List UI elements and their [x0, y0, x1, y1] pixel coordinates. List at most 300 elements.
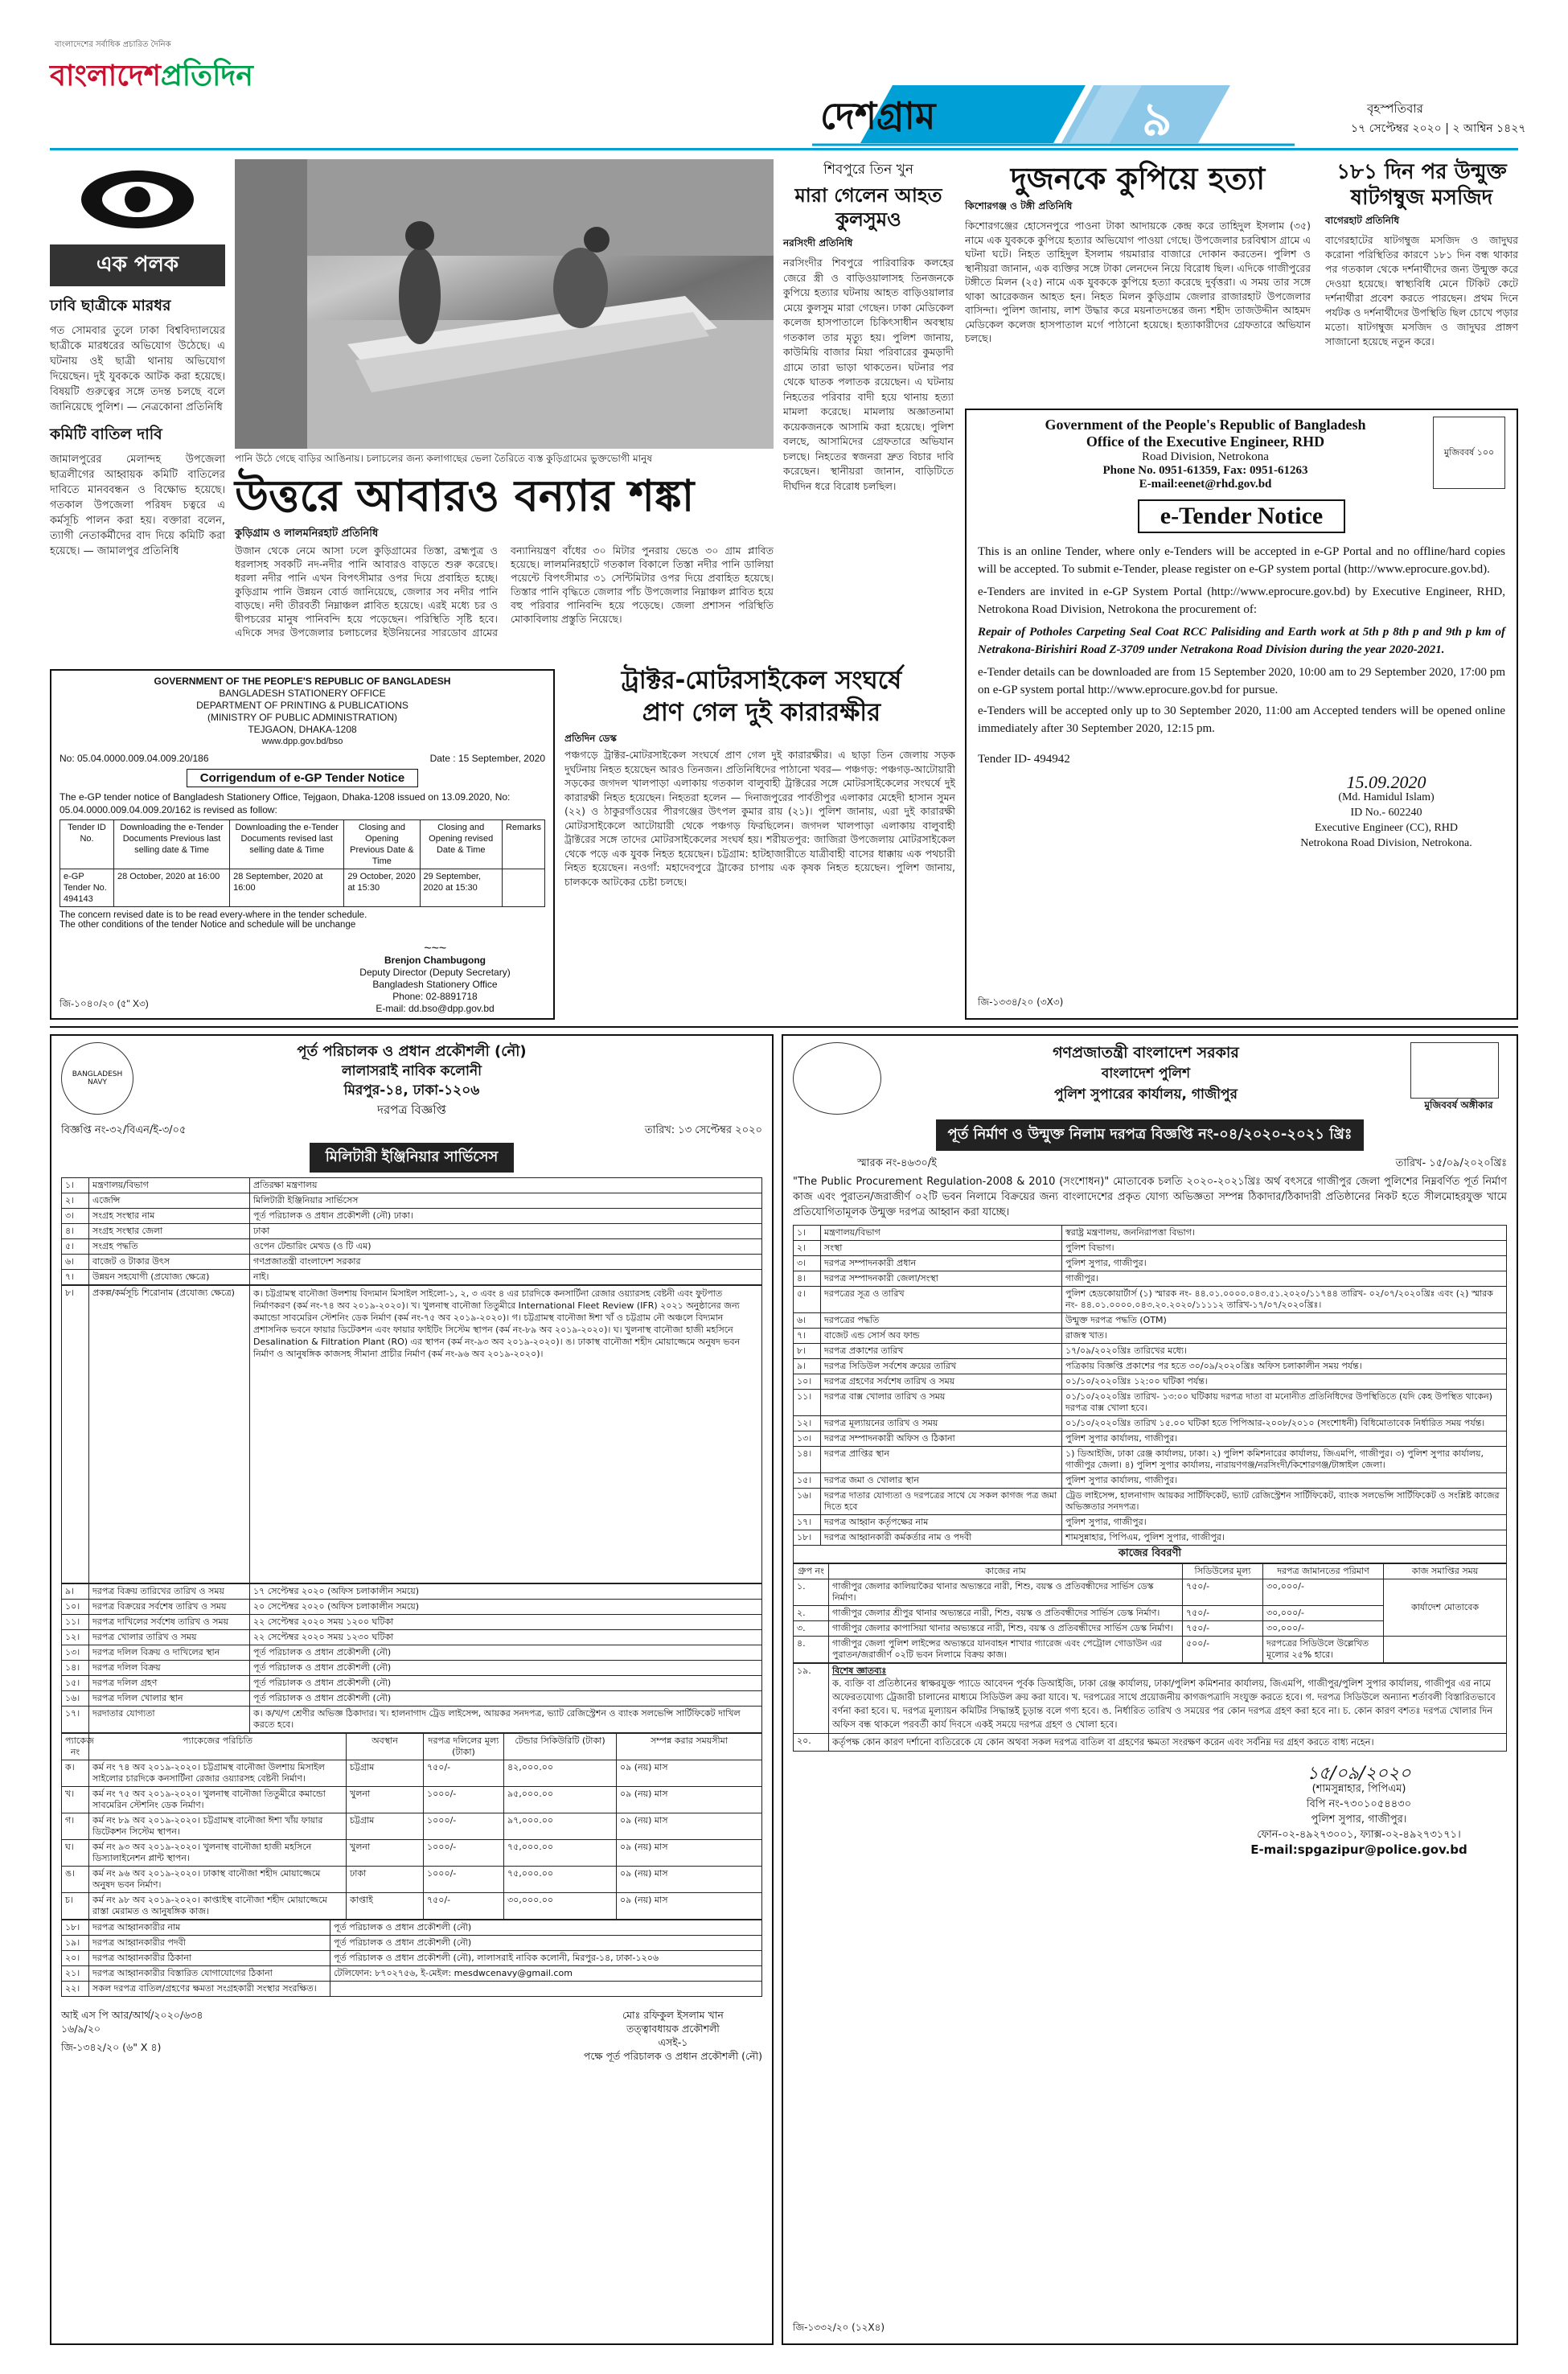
police-info-row — [794, 1344, 1507, 1359]
police-info-cell: ৫। — [794, 1287, 821, 1313]
navy-info-row — [62, 1239, 762, 1255]
navy-dates-row — [62, 1645, 762, 1661]
mosque-body: বাগেরহাটের ষাটগম্বুজ মসজিদ ও জাদুঘর করোনা পরিস্থিতির কারণে ১৮১ দিন বন্ধ থাকার পর গতকাল থেকে দর্শনার্থীদের জন্য উন্মুক্ত করে দেওয়া হয়েছে। স্বাস্থ্যবিধি মেনে টিকিট কেটে দর্শনার্থীরা প্রবেশ করতে পারছেন। প্রথম দিনে পর্যটক ও দর্শনার্থীদের উপস্থিতি ছিল চোখে পড়ার মতো। ষাটগম্বুজ মসজিদ ও জাদুঘর প্রাঙ্গণ সাজানো হয়েছে নতুন করে। — [1325, 234, 1518, 347]
police-info-cell: ১০। — [794, 1374, 821, 1390]
navy-contact-cell: ২২। — [62, 1982, 89, 1997]
police-info-cell: ৩। — [794, 1256, 821, 1271]
glance-item-2-title[interactable]: কমিটি বাতিল দাবি — [50, 425, 162, 443]
police-info-row — [794, 1447, 1507, 1473]
police-info-cell: ১৩। — [794, 1431, 821, 1447]
police-works-cell: ৩০,০০০/- — [1263, 1606, 1384, 1621]
navy-info-cell: মিলিটারী ইঞ্জিনিয়ার সার্ভিসেস — [250, 1193, 762, 1209]
navy-info-cell: সংগ্রহ পদ্ধতি — [89, 1239, 250, 1255]
flood-scene-icon — [235, 159, 774, 449]
police-conditions-title: বিশেষ জ্ঞাতব্যঃ — [832, 1665, 887, 1676]
police-info-cell: শামসুন্নাহার, পিপিএম, পুলিশ সুপার, গাজীপুর। — [1062, 1530, 1507, 1546]
police-row-19-num: ১৯. — [794, 1664, 829, 1734]
etender-email: E-mail:eenet@rhd.gov.bd — [1139, 478, 1272, 491]
police-info-cell: ১৫। — [794, 1473, 821, 1489]
police-info-row — [794, 1359, 1507, 1374]
navy-works-cell: ঢাকা — [347, 1867, 424, 1893]
police-info-cell: ৮। — [794, 1344, 821, 1359]
police-info-row — [794, 1329, 1507, 1344]
navy-info-cell: সংগ্রহ সংস্থার নাম — [89, 1209, 250, 1224]
police-info-cell: ০১/১০/২০২০খ্রিঃ তারিখ ১৫.০০ ঘটিকা হতে পিপিআর-২০০৮/২০১০ (সংশোধনী) বিধিমোতাবেক নির্ধারিত সময় পর্যন্ত। — [1062, 1416, 1507, 1431]
navy-info-cell: ওপেন টেন্ডারিং মেথড (ও টি এম) — [250, 1239, 762, 1255]
stationery-title[interactable]: Corrigendum of e-GP Tender Notice — [187, 769, 418, 787]
police-works-cell: ৩. — [794, 1621, 829, 1637]
police-info-cell: ৯। — [794, 1359, 821, 1374]
navy-dates-cell: ২২ সেপ্টেম্বর ২০২০ সময় ১২০০ ঘটিকা — [250, 1615, 762, 1630]
police-info-row — [794, 1374, 1507, 1390]
navy-h3: মিরপুর-১৪, ঢাকা-১২০৬ — [343, 1082, 480, 1099]
police-works-header: কাজের নাম — [829, 1564, 1183, 1579]
navy-info-row — [62, 1178, 762, 1193]
navy-isps: আই এস পি আর/আর্থ/২০২০/৬৩৪ — [61, 2009, 203, 2021]
police-info-cell: ১১। — [794, 1390, 821, 1416]
masthead — [0, 0, 1568, 153]
navy-sign-name: মোঃ রফিকুল ইসলাম খান — [622, 2009, 724, 2021]
tractor-headline-2[interactable]: প্রাণ গেল দুই কারারক্ষীর — [642, 698, 881, 727]
mujib-logo — [1433, 417, 1505, 489]
navy-works-header: টেন্ডার সিকিউরিটি (টাকা) — [504, 1734, 617, 1760]
navy-info-cell: ৬। — [62, 1255, 89, 1270]
navy-works-header-row — [62, 1734, 762, 1760]
navy-dates-cell: ১২। — [62, 1630, 89, 1645]
navy-works-cell: গ। — [62, 1813, 89, 1840]
navy-row-8-num: ৮। — [62, 1286, 89, 1583]
police-works-cell: ৫০০/- — [1183, 1637, 1263, 1663]
flood-photo[interactable] — [235, 159, 774, 449]
navy-works-cell: ০৯ (নয়) মাস — [617, 1867, 762, 1893]
police-works-header: দরপত্র জামানতের পরিমাণ — [1263, 1564, 1384, 1579]
police-sign-title: পুলিশ সুপার, গাজীপুর। — [1311, 1813, 1407, 1826]
police-info-cell: দরপত্র আহ্বান কর্তৃপক্ষের নাম — [821, 1515, 1062, 1530]
navy-project-table — [61, 1285, 762, 1583]
navy-dates-cell: পূর্ত পরিচালক ও প্রধান প্রকৌশলী (নৌ) — [250, 1676, 762, 1691]
navy-works-header: অবস্থান — [347, 1734, 424, 1760]
stationery-row — [60, 869, 545, 907]
navy-ref: জি-১৩৪২/২০ (৬" X ৪) — [61, 2041, 162, 2053]
flood-byline: কুড়িগ্রাম ও লালমনিরহাট প্রতিনিধি — [235, 528, 379, 540]
section-name[interactable]: দেশগ্রাম — [820, 94, 936, 138]
police-info-cell: দরপত্র মূল্যায়নের তারিখ ও সময় — [821, 1416, 1062, 1431]
navy-works-cell: ৭৫০/- — [424, 1760, 504, 1787]
etender-ad — [965, 409, 1518, 1020]
police-works-cell: ৭৫০/- — [1183, 1579, 1263, 1606]
police-ref: জি-১৩৩২/২০ (১২X৪) — [793, 2322, 885, 2333]
police-works-cell: ২. — [794, 1606, 829, 1621]
navy-works-header: দরপত্র দলিলের মূল্য (টাকা) — [424, 1734, 504, 1760]
police-email[interactable]: E-mail:spgazipur@police.gov.bd — [1250, 1842, 1467, 1857]
navy-dates-cell: দরপত্র দাখিলের সর্বশেষ তারিখ ও সময় — [89, 1615, 250, 1630]
navy-title[interactable]: মিলিটারী ইঞ্জিনিয়ার সার্ভিসেস — [310, 1143, 515, 1173]
navy-info-row — [62, 1255, 762, 1270]
police-works-cell: গাজীপুর জেলার কাপাসিয়া থানার অভ্যন্তরে নারী, শিশু, বয়স্ক ও প্রতিবন্ধীদের সার্ভিস ডেস্ক নির্মাণ। — [829, 1621, 1183, 1637]
police-works-cell: গাজীপুর জেলার শ্রীপুর থানার অভ্যন্তরে নারী, শিশু, বয়স্ক ও প্রতিবন্ধীদের সার্ভিস ডেস্ক নির্মাণ। — [829, 1606, 1183, 1621]
etender-p3: Repair of Potholes Carpeting Seal Coat RCC Palisiding and Earth work at 5th p 8th p and 9th p km of Netrakona-Birishiri Road Z-3709 under Netrakona Road Division during the year 2020-2021. — [978, 626, 1505, 656]
navy-contact-row — [62, 1982, 762, 1997]
navy-dates-row — [62, 1630, 762, 1645]
navy-dates-cell: ২০ সেপ্টেম্বর ২০২০ (অফিস চলাকালীন সময়ে) — [250, 1600, 762, 1615]
navy-dates-cell: ১০। — [62, 1600, 89, 1615]
navy-works-row — [62, 1813, 762, 1840]
police-h3: পুলিশ সুপারের কার্যালয়, গাজীপুর — [1054, 1086, 1238, 1103]
stationery-office: BANGLADESH STATIONERY OFFICE — [219, 688, 386, 699]
police-info-cell: ০১/১০/২০২০খ্রিঃ ১২:০০ ঘটিকা পর্যন্ত। — [1062, 1374, 1507, 1390]
etender-signature: 15.09.2020 — [1346, 772, 1426, 792]
navy-contact-row — [62, 1966, 762, 1982]
police-info-table — [793, 1225, 1507, 1546]
police-info-cell: দরপত্র বাক্স খোলার তারিখ ও সময় — [821, 1390, 1062, 1416]
police-info-cell: দরপত্র গ্রহণের সর্বশেষ তারিখ ও সময় — [821, 1374, 1062, 1390]
police-info-cell: ১৭/০৯/২০২০খ্রিঃ তারিখের মধ্যে। — [1062, 1344, 1507, 1359]
navy-works-cell: ০৯ (নয়) মাস — [617, 1760, 762, 1787]
stationery-header: Downloading the e-Tender Documents revised last selling date & Time — [230, 820, 344, 869]
etender-sign-id: ID No.- 602240 — [1350, 807, 1422, 819]
navy-dates-cell: ১৪। — [62, 1661, 89, 1676]
stationery-header: Closing and Opening Previous Date & Time — [344, 820, 420, 869]
stationery-header: Tender ID No. — [60, 820, 114, 869]
navy-dates-cell: দরপত্র বিক্রয় তারিখের তারিখ ও সময় — [89, 1584, 250, 1600]
police-h1: গণপ্রজাতন্ত্রী বাংলাদেশ সরকার — [1053, 1044, 1239, 1062]
etender-sign-name: (Md. Hamidul Islam) — [1338, 791, 1435, 803]
navy-isps-date: ১৬/৯/২০ — [61, 2023, 101, 2035]
logo[interactable] — [50, 39, 291, 127]
police-info-cell: পুলিশ সুপার কার্যালয়, গাজীপুর। — [1062, 1473, 1507, 1489]
navy-info-cell: সংগ্রহ সংস্থার জেলা — [89, 1224, 250, 1239]
stationery-sign-title: Deputy Director (Deputy Secretary) — [359, 967, 511, 978]
stationery-phone: Phone: 02-8891718 — [392, 991, 478, 1002]
navy-dates-row — [62, 1707, 762, 1733]
navy-works-row — [62, 1760, 762, 1787]
navy-works-cell: চট্টগ্রাম — [347, 1760, 424, 1787]
navy-works-cell: কাপ্তাই — [347, 1893, 424, 1920]
navy-h2: লালাসরাই নাবিক কলোনী — [341, 1063, 482, 1079]
police-info-row — [794, 1313, 1507, 1329]
stationery-sign-org: Bangladesh Stationery Office — [372, 979, 498, 990]
navy-info-cell: মন্ত্রণালয়/বিভাগ — [89, 1178, 250, 1193]
navy-contact-cell: দরপত্র আহ্বানকারীর নাম — [89, 1920, 330, 1936]
police-info-row — [794, 1416, 1507, 1431]
navy-dates-cell: দরপত্র বিক্রয়ের সর্বশেষ তারিখ ও সময় — [89, 1600, 250, 1615]
navy-contact-row — [62, 1936, 762, 1951]
stationery-cell: 29 September, 2020 at 15:30 — [420, 869, 502, 907]
navy-works-cell: ৭৫,০০০.০০ — [504, 1840, 617, 1867]
etender-p1: This is an online Tender, where only e-Tenders will be accepted in e-GP Portal and no offline/hard copies will be accepted. To submit e-Tender, please register on e-GP system portal (http://www.eprocure.gov.bd). — [978, 545, 1505, 576]
navy-info-cell: পূর্ত পরিচালক ও প্রধান প্রকৌশলী (নৌ) ঢাকা। — [250, 1209, 762, 1224]
tractor-headline-1[interactable]: ট্রাক্টর-মোটরসাইকেল সংঘর্ষে — [621, 666, 902, 695]
etender-p5: e-Tenders will be accepted only up to 30 September 2020, 11:00 am Accepted tenders will be opened online immediately after 30 September 2020, 12:15 pm. — [978, 704, 1505, 735]
police-row-20-num: ২০. — [794, 1734, 829, 1752]
police-info-cell: ১৪। — [794, 1447, 821, 1473]
navy-contact-cell: সকল দরপত্র বাতিল/গ্রহণের ক্ষমতা সংগ্রহকারী সংস্থার সংরক্ষিত। — [89, 1982, 330, 1997]
police-conditions: ক. ব্যক্তি বা প্রতিষ্ঠানের স্বাক্ষরযুক্ত প্যাডে আবেদন পূর্বক ডিআইজি, ঢাকা রেঞ্জ কার্যালয়, ঢাকা/পুলিশ কমিশনার কার্যালয়, জিএমপি, গাজীপুর/পুলিশ সুপার কার্যালয়, গাজীপুর এর নামে অফেরতযোগ্য ট্রেজারী চালানের মাধ্যমে সিডিউল ক্রয় করা যাবে। খ. দরপত্রের সাথে প্রয়োজনীয় কাগজপত্রাদি সংযুক্ত করতে হবে। গ. দরপত্র সিডিউলে অন্যান্য শর্তাবলী বিস্তারিতভাবে বর্ণনা করা হবে। ঘ. দরপত্র মূল্যায়ন কমিটির সিদ্ধান্তই চূড়ান্ত বলে গণ্য হবে। ঙ. নির্ধারিত তারিখ ও সময়ের পর কোন দরপত্র গ্রহণ করা হবে না। চ. কোন কারণ বশতঃ দরপত্র খোলার দিন অফিস বন্ধ থাকলে পরবর্তী কার্য দিবসে একই সময়ে দরপত্র গ্রহণ ও খোলা হবে। — [832, 1678, 1496, 1730]
navy-works-cell: চ। — [62, 1893, 89, 1920]
police-info-cell: ৪। — [794, 1271, 821, 1287]
navy-row-8-label: প্রকল্প/কর্মসূচি শিরোনাম (প্রযোজ্য ক্ষেত্রে) — [89, 1286, 250, 1583]
navy-info-cell: ৫। — [62, 1239, 89, 1255]
police-info-row — [794, 1271, 1507, 1287]
police-works-cell: ৩০,০০০/- — [1263, 1621, 1384, 1637]
police-info-row — [794, 1256, 1507, 1271]
stationery-date: Date : 15 September, 2020 — [429, 753, 545, 764]
navy-contact-cell: দরপত্র আহ্বানকারীর ঠিকানা — [89, 1951, 330, 1966]
navy-dates-cell: দরপত্র দলিল বিক্রয় — [89, 1661, 250, 1676]
navy-works-cell: চট্টগ্রাম — [347, 1813, 424, 1840]
glance-eye-logo — [50, 159, 225, 240]
dujon-headline[interactable]: দুজনকে কুপিয়ে হত্যা — [1010, 161, 1266, 196]
police-info-cell: দরপত্র সিডিউল সর্বশেষ ক্রয়ের তারিখ — [821, 1359, 1062, 1374]
etender-sign-title: Executive Engineer (CC), RHD — [1314, 822, 1459, 834]
navy-info-cell: বাজেট ও টাকার উৎস — [89, 1255, 250, 1270]
dujon-story — [965, 159, 1311, 400]
shibpur-body: নরসিংদীর শিবপুরে পারিবারিক কলহের জেরে স্ত্রী ও বাড়িওয়ালাসহ তিনজনকে কুপিয়ে হত্যার ঘটনায় আহত বাড়িওয়ালার মেয়ে কুলসুম মারা গেছেন। ঢাকা মেডিকেল কলেজ হাসপাতালে চিকিৎসাধীন অবস্থায় গতকাল তার মৃত্যু হয়। পুলিশ জানায়, কাউমিয়ি বাজার মিয়া পরিবারের কুমড়াদী গ্রামে তারা ভাড়া থাকতেন। ঘটনার পর থেকে ঘাতক পলাতক রয়েছেন। এ ঘটনায় নিহতের পরিবার বাদী হয়ে থানায় হত্যা মামলা করেছে। মামলায় অজ্ঞাতনামা কয়েকজনকে আসামি করা হয়েছে। পুলিশ বলছে, আসামিদের গ্রেফতারে অভিযান চলছে। নিহতের স্বজনরা দ্রুত বিচার দাবি করেছেন। স্থানীয়রা জানান, বাড়িটিতে দীর্ঘদিন ধরে বিরোধ চলছিল। — [783, 257, 954, 492]
navy-info-cell: নাই। — [250, 1270, 762, 1285]
police-info-cell: উন্মুক্ত দরপত্র পদ্ধতি (OTM) — [1062, 1313, 1507, 1329]
navy-info-cell: প্রতিরক্ষা মন্ত্রণালয় — [250, 1178, 762, 1193]
navy-dates-cell: দরপত্র দলিল বিক্রয় ও দাখিলের স্থান — [89, 1645, 250, 1661]
police-info-cell: বাজেট এন্ড সোর্স অব ফান্ড — [821, 1329, 1062, 1344]
navy-works-cell: ১০০০/- — [424, 1787, 504, 1813]
navy-works-header: প্যাকেজ নং — [62, 1734, 89, 1760]
navy-works-cell: কর্ম নং ৭৪ অব ২০১৯-২০২০। চট্টগ্রামস্থ বানৌজা উলশায় মিসাইল সাইলোর চারদিকে কনসার্টিনা রেজার ওয়্যারসহ বেষ্টনী নির্মাণ। — [89, 1760, 347, 1787]
police-info-row — [794, 1489, 1507, 1515]
navy-works-cell: ০৯ (নয়) মাস — [617, 1787, 762, 1813]
navy-works-cell: ০৯ (নয়) মাস — [617, 1813, 762, 1840]
glance-item-1-title[interactable]: ঢাবি ছাত্রীকে মারধর — [50, 297, 171, 314]
shibpur-kicker: শিবপুরে তিন খুন — [823, 162, 913, 178]
stationery-header: Remarks — [502, 820, 544, 869]
police-memo: স্মারক নং-৪৬৩০/ই — [857, 1157, 937, 1169]
stationery-memo: No: 05.04.0000.009.04.009.20/186 — [60, 753, 209, 764]
navy-info-table — [61, 1177, 762, 1285]
police-info-cell: ১৮। — [794, 1530, 821, 1546]
navy-notice-no: বিজ্ঞপ্তি নং-৩২/বিএন/ই-৩/০৫ — [61, 1124, 187, 1136]
police-info-cell: ২। — [794, 1241, 821, 1256]
navy-sign-no: এসই-১ — [658, 2036, 688, 2048]
police-info-cell: দরপত্র আহ্বানকারী কর্মকর্তার নাম ও পদবী — [821, 1530, 1062, 1546]
police-info-row — [794, 1226, 1507, 1241]
stationery-gov: GOVERNMENT OF THE PEOPLE'S REPUBLIC OF BANGLADESH — [154, 676, 451, 687]
navy-works-cell: ঙ। — [62, 1867, 89, 1893]
police-signature: ১৫/০৯/২০২০ — [1307, 1764, 1411, 1784]
navy-crest-text: BANGLADESH NAVY — [72, 1070, 123, 1086]
etender-ref: জি-১৩৩৪/২০ (৩X৩) — [978, 996, 1064, 1008]
etender-office: Office of the Executive Engineer, RHD — [1086, 433, 1325, 450]
police-info-cell: দরপত্র প্রকাশের তারিখ — [821, 1344, 1062, 1359]
police-works-cell: গাজীপুর জেলার কালিয়াকৈর থানার অভ্যন্তরে নারী, শিশু, বয়স্ক ও প্রতিবন্ধীদের সার্ভিস ডেস্ক নির্মাণ। — [829, 1579, 1183, 1606]
police-works-row — [794, 1637, 1507, 1663]
dujon-byline: কিশোরগঞ্জ ও টঙ্গী প্রতিনিধি — [965, 200, 1073, 212]
navy-dates-cell: পূর্ত পরিচালক ও প্রধান প্রকৌশলী (নৌ) — [250, 1691, 762, 1707]
navy-info-cell: ৩। — [62, 1209, 89, 1224]
stationery-cell: e-GP Tender No. 494143 — [60, 869, 114, 907]
police-info-row — [794, 1473, 1507, 1489]
police-works-cell: ১. — [794, 1579, 829, 1606]
police-works-cell: ৪. — [794, 1637, 829, 1663]
stationery-header: Closing and Opening revised Date & Time — [420, 820, 502, 869]
navy-dates-table — [61, 1583, 762, 1733]
navy-works-header: প্যাকেজের পরিচিতি — [89, 1734, 347, 1760]
police-info-cell: ১৭। — [794, 1515, 821, 1530]
stationery-web[interactable]: www.dpp.gov.bd/bso — [261, 737, 343, 746]
navy-row-8-body: ক। চট্টগ্রামস্থ বানৌজা উলশায় বিদ্যমান মিসাইল সাইলো-১, ২, ৩ এবং ৪ এর চারদিকে কনসার্টিনা রেজার ওয়্যারসহ বেষ্টনী এবং ফুটপাত নির্মাণকরণ (কর্ম নং-৭৪ অব ২০১৯-২০২০)। খ। খুলনাস্থ বানৌজা তিতুমীরে International Fleet Review (IFR) ২০২১ অনুষ্ঠানের জন্য কমান্ডো সাবমেরিন স্টেশনিং ডেক নির্মাণ (কর্ম নং-৭৫ অব ২০১৯-২০২০)। গ। চট্টগ্রামস্থ বানৌজা ঈশা খাঁ ও চট্টগ্রাম নৌ অঞ্চলে বিদ্যমান প্রশাসনিক ভবনে ফায়ার ডিটেকশন এবং ফায়ার ফাইটিং সিস্টেম স্থাপন (কর্ম নং-৮৯ অব ২০১৯-২০২০)। ঘ। খুলনাস্থ বানৌজা হাজী মহসিনে Desalination & Filtration Plant (RO) এর স্থাপন (কর্ম নং-৯৩ অব ২০১৯-২০২০)। ঙ। ঢাকাস্থ বানৌজা শহীদ মোয়াজ্জেমে অনুষদ ভবন নির্মাণ ও আনুষঙ্গিক কাজসহ সীমানা প্রাচীর নির্মাণ (কর্ম নং-৯৬ অব ২০১৯-২০২০)। — [250, 1286, 762, 1583]
mujib-portrait-icon — [1410, 1042, 1499, 1099]
navy-contact-cell: টেলিফোন: ৮৭০২৭৫৬, ই-মেইল: mesdwcenavy@gmail.com — [330, 1966, 762, 1982]
police-works-cell: গাজীপুর জেলা পুলিশ লাইন্সের অভ্যন্তরে যানবাহন শাখার গ্যারেজ এবং পেট্রোল গোডাউন এর পুরাতন/জরাজীর্ণ ০২টি ভবন নিলামে বিক্রয় কাজ। — [829, 1637, 1183, 1663]
logo-text-1: বাংলাদেশ — [50, 60, 161, 92]
police-info-row — [794, 1515, 1507, 1530]
police-works-header: সিডিউলের মূল্য — [1183, 1564, 1263, 1579]
police-info-cell: দরপত্র সম্পাদনকারী জেলা/সংস্থা — [821, 1271, 1062, 1287]
logo-text-2: প্রতিদিন — [160, 60, 253, 92]
stationery-note-2: The other conditions of the tender Notice and schedule will be unchange — [60, 920, 356, 930]
navy-works-cell: কর্ম নং ৯৮ অব ২০১৯-২০২০। কাপ্তাইস্থ বানৌজা শহীদ মোয়াজ্জেমে রাস্তা মেরামত ও আনুষঙ্গিক কাজ। — [89, 1893, 347, 1920]
police-works-cell: ৭৫০/- — [1183, 1621, 1263, 1637]
police-works-cell: ৭৫০/- — [1183, 1606, 1263, 1621]
police-info-cell: পুলিশ সুপার, গাজীপুর। — [1062, 1515, 1507, 1530]
navy-dates-cell: ১৭ সেপ্টেম্বর ২০২০ (অফিস চলাকালীন সময়ে) — [250, 1584, 762, 1600]
navy-dates-cell: দরপত্র দলিল খোলার স্থান — [89, 1691, 250, 1707]
shibpur-headline[interactable]: মারা গেলেন আহত কুলসুমও — [794, 184, 942, 231]
navy-works-header: সম্পন্ন করার সময়সীমা — [617, 1734, 762, 1760]
etender-tender-id: Tender ID- 494942 — [978, 753, 1070, 766]
police-info-row — [794, 1241, 1507, 1256]
navy-info-cell: গণপ্রজাতন্ত্রী বাংলাদেশ সরকার — [250, 1255, 762, 1270]
tractor-body: পঞ্চগড়ে ট্রাক্টর-মোটরসাইকেল সংঘর্ষে প্রাণ গেল দুই কারারক্ষীর। এ ছাড়া তিন জেলায় সড়ক দুর্ঘটনায় নিহত হয়েছেন আরও তিনজন। প্রতিনিধিদের পাঠানো খবর— পঞ্চগড়: পঞ্চগড়-আটোয়ারী সড়কের জগদল খালপাড়া এলাকায় গতকাল বালুবাহী ট্রাক্টরের সঙ্গে মোটরসাইকেলের সংঘর্ষে দুই কারারক্ষী নিহত হয়েছেন। নিহতরা হলেন — দিনাজপুরের পার্বতীপুর এলাকার মেহেদী হাসান সুমন (২২) ও ঠাকুরগাঁওয়ের পীরগঞ্জের উৎপল কুমার রায় (২১)। পুলিশ জানায়, এরা দুই কারারক্ষী মোটরসাইকেলে আটোয়ারী থেকে পঞ্চগড় ফিরছিলেন। জগদল খালপাড়া এলাকায় বালুবাহী ট্রাক্টরের সঙ্গে তাদের মোটরসাইকেলের সংঘর্ষ হয়। শরীয়তপুর: জাজিরা উপজেলায় মোটরসাইকেল থেকে পড়ে এক যুবক নিহত হয়েছেন। চট্টগ্রাম: হাটহাজারীতে যাত্রীবাহী বাসের ধাক্কায় এক পথচারী নিহত হয়েছেন। নওগাঁ: মহাদেবপুরে ট্রাকের চাপায় এক কৃষক নিহত হয়েছেন। পুলিশ জানায়, চালককে আটকের চেষ্টা চলছে। — [564, 749, 955, 888]
police-title[interactable]: পূর্ত নির্মাণ ও উন্মুক্ত নিলাম দরপত্র বিজ্ঞপ্তি নং-০৪/২০২০-২০২১ খ্রিঃ — [936, 1119, 1363, 1151]
navy-works-cell: ৭৫,০০০.০০ — [504, 1867, 617, 1893]
navy-dates-row — [62, 1600, 762, 1615]
mosque-story — [1325, 159, 1518, 400]
navy-info-cell: ৪। — [62, 1224, 89, 1239]
stationery-cell — [502, 869, 544, 907]
police-info-row — [794, 1530, 1507, 1546]
navy-h4: দরপত্র বিজ্ঞপ্তি — [377, 1103, 446, 1117]
police-info-row — [794, 1287, 1507, 1313]
navy-works-cell: কর্ম নং ৭৫ অব ২০১৯-২০২০। খুলনাস্থ বানৌজা তিতুমীরে কমান্ডো সাবমেরিন স্টেশনিং ডেক নির্মাণ। — [89, 1787, 347, 1813]
navy-dates-cell: ক। ক/খ/গ শ্রেণীর অভিজ্ঞ ঠিকাদার। খ। হালনাগাদ ট্রেড লাইসেন্স, আয়কর সনদপত্র, ভ্যাট রেজিস্ট্রেশন ও ব্যাংক সলভেন্সি সার্টিফিকেট দাখিল করতে হবে। — [250, 1707, 762, 1733]
police-works-header: গ্রুপ নং — [794, 1564, 829, 1579]
navy-info-cell: এজেন্সি — [89, 1193, 250, 1209]
navy-works-cell: ১০০০/- — [424, 1840, 504, 1867]
police-info-cell: দরপত্র সম্পাদনকারী অফিস ও ঠিকানা — [821, 1431, 1062, 1447]
stationery-address: TEJGAON, DHAKA-1208 — [248, 724, 357, 735]
navy-dates-cell: দরপত্র দলিল গ্রহণ — [89, 1676, 250, 1691]
police-work-title: কাজের বিবরণী — [793, 1546, 1507, 1563]
flood-headline[interactable]: উত্তরে আবারও বন্যার শঙ্কা — [235, 470, 695, 521]
glance-item-2-body: জামালপুরের মেলান্দহ উপজেলা ছাত্রলীগের আহ্বায়ক কমিটি বাতিলের দাবিতে মানববন্ধন ও বিক্ষোভ হয়েছে। গতকাল উপজেলা পরিষদ চত্বরে এ কর্মসূচি পালন করা হয়। বক্তারা বলেন, ত্যাগী নেতাকর্মীদের বাদ দিয়ে কমিটি করা হয়েছে। — জামালপুর প্রতিনিধি — [50, 454, 225, 557]
stationery-cell: 29 October, 2020 at 15:30 — [344, 869, 420, 907]
stationery-signature-icon: ~~~ — [423, 942, 447, 955]
police-phone: ফোন-০২-৪৯২৭৩০০১, ফ্যাক্স-০২-৪৯২৭৩১৭১। — [1257, 1829, 1461, 1841]
navy-dates-cell: ১৭। — [62, 1707, 89, 1733]
navy-dates-cell: ১৫। — [62, 1676, 89, 1691]
stationery-ref: জি-১০৪০/২০ (৫" X৩) — [60, 998, 149, 1009]
police-info-cell: পুলিশ বিভাগ। — [1062, 1241, 1507, 1256]
navy-works-cell: ০৯ (নয়) মাস — [617, 1893, 762, 1920]
navy-info-row — [62, 1209, 762, 1224]
etender-p4: e-Tender details can be downloaded are from 15 September 2020, 10:00 am to 29 September 2020, 17:00 pm on e-GP system portal http://www.eprocure.gov.bd for pursue. — [978, 666, 1505, 696]
police-works-header-row — [794, 1564, 1507, 1579]
police-conditions-cell — [829, 1664, 1507, 1734]
stationery-ad — [50, 669, 555, 1020]
navy-contact-cell: দরপত্র আহ্বানকারীর পদবী — [89, 1936, 330, 1951]
navy-works-row — [62, 1893, 762, 1920]
navy-sign-title: তত্ত্বাবধায়ক প্রকৌশলী — [626, 2023, 720, 2035]
navy-contact-cell: পূর্ত পরিচালক ও প্রধান প্রকৌশলী (নৌ), লালাসরাই নাবিক কলোনী, মিরপুর-১৪, ঢাকা-১২০৬ — [330, 1951, 762, 1966]
police-info-row — [794, 1390, 1507, 1416]
navy-contact-cell: পূর্ত পরিচালক ও প্রধান প্রকৌশলী (নৌ) — [330, 1936, 762, 1951]
mosque-headline[interactable]: ১৮১ দিন পর উন্মুক্ত ষাটগম্বুজ মসজিদ — [1336, 160, 1507, 210]
navy-info-cell: ১। — [62, 1178, 89, 1193]
etender-division: Road Division, Netrokona — [1142, 450, 1269, 463]
police-row-20: কর্তৃপক্ষ কোন কারণ দর্শানো ব্যতিরেকে যে কোন অথবা সকল দরপত্র বাতিল বা গ্রহণের ক্ষমতা সংরক্ষণ করেন এবং সর্বনিম্ন দর গ্রহণ করতে বাধ্য নহেন। — [829, 1734, 1507, 1752]
navy-dates-row — [62, 1615, 762, 1630]
navy-info-row — [62, 1224, 762, 1239]
police-info-cell: রাজস্ব খাত। — [1062, 1329, 1507, 1344]
flood-body: উজান থেকে নেমে আসা ঢলে কুড়িগ্রামের তিস্তা, ব্রহ্মপুত্র ও ধরলাসহ সবকটি নদ-নদীর পানি আবারও বাড়তে শুরু করেছে। ধরলা নদীর পানি এখন বিপৎসীমার ওপর দিয়ে প্রবাহিত হচ্ছে। কুড়িগ্রাম পানি উন্নয়ন বোর্ড জানিয়েছে, জেলার সব নদীর পানি বাড়ছে। নদী তীরবর্তী নিম্নাঞ্চল প্লাবিত হয়েছে। এরই মধ্যে চর ও দ্বীপচরের মানুষ পানিবন্দি হয়ে পড়েছেন। পরিস্থিতি সৃষ্টি হবে। এদিকে সদর উপজেলার চলাচলের ইউনিয়নের সারডোব গ্রামের বন্যানিয়ন্ত্রণ বাঁধের ৩০ মিটার পুনরায় ভেঙে ৩০ গ্রাম প্লাবিত হয়েছে। লালমনিরহাটে গতকাল বিকালে তিস্তা নদীর পানি ডালিয়া পয়েন্টে বিপৎসীমার ৩১ সেন্টিমিটার ওপর দিয়ে প্রবাহিত হয়েছে। তিস্তার পানি বৃদ্ধিতে জেলার পাঁচ উপজেলার নিম্নাঞ্চল প্লাবিত হয়ে বহু পরিবার পানিবন্দি হয়ে পড়েছে। জেলা প্রশাসন পরিস্থিতি মোকাবিলায় প্রস্তুতি নিয়েছে। — [235, 544, 774, 639]
navy-dates-cell: ১৩। — [62, 1645, 89, 1661]
police-info-cell: পুলিশ সুপার কার্যালয়, গাজীপুর। — [1062, 1431, 1507, 1447]
navy-works-cell: খুলনা — [347, 1840, 424, 1867]
fold-rule — [50, 1026, 1518, 1028]
navy-dates-cell: দরপত্র খোলার তারিখ ও সময় — [89, 1630, 250, 1645]
police-info-cell: ট্রেড লাইসেন্স, হালনাগাদ আয়কর সার্টিফিকেট, ভ্যাট রেজিস্ট্রেশন সার্টিফিকেট, ব্যাংক সলভেন্সি সার্টিফিকেট ও সংশ্লিষ্ট কাজের অভিজ্ঞতার সনদপত্র। — [1062, 1489, 1507, 1515]
navy-crest — [61, 1042, 133, 1115]
police-sign-id: বিপি নং-৭৩০১০৫৪৪৩০ — [1306, 1798, 1412, 1810]
navy-sign-org: পক্ষে পূর্ত পরিচালক ও প্রধান প্রকৌশলী (নৌ) — [583, 2050, 762, 2062]
navy-works-cell: ১০০০/- — [424, 1867, 504, 1893]
navy-works-cell: ১০০০/- — [424, 1813, 504, 1840]
stationery-note-1: The concern revised date is to be read every-where in the tender schedule. — [60, 910, 367, 920]
police-info-cell: ০১/১০/২০২০খ্রিঃ তারিখ- ১৩:০০ ঘটিকায় দরপত্র দাতা বা মনোনীত প্রতিনিধিদের উপস্থিতিতে (যদি কেহ উপস্থিত থাকেন) দরপত্র বাক্স খোলা হবে। — [1062, 1390, 1507, 1416]
navy-dates-cell: ১৬। — [62, 1691, 89, 1707]
navy-works-cell: কর্ম নং ৯৬ অব ২০১৯-২০২০। ঢাকাস্থ বানৌজা শহীদ মোয়াজ্জেমে অনুষদ ভবন নির্মাণ। — [89, 1867, 347, 1893]
navy-dates-cell: ১১। — [62, 1615, 89, 1630]
mujib-logo-text: মুজিববর্ষ ১০০ — [1443, 446, 1495, 458]
stationery-ministry: (MINISTRY OF PUBLIC ADMINISTRATION) — [207, 712, 398, 723]
police-conditions-table — [793, 1663, 1507, 1752]
navy-works-cell: ক। — [62, 1760, 89, 1787]
police-date: তারিখ- ১৫/০৯/২০২০খ্রিঃ — [1395, 1157, 1507, 1169]
navy-contact-table — [61, 1920, 762, 1997]
navy-info-cell: ঢাকা — [250, 1224, 762, 1239]
police-info-cell: ১৬। — [794, 1489, 821, 1515]
police-h2: বাংলাদেশ পুলিশ — [1101, 1066, 1191, 1082]
navy-dates-row — [62, 1676, 762, 1691]
police-info-cell: ৭। — [794, 1329, 821, 1344]
stationery-dept: DEPARTMENT OF PRINTING & PUBLICATIONS — [196, 700, 408, 711]
navy-contact-cell: দরপত্র আহ্বানকারীর বিস্তারিত যোগাযোগের ঠিকানা — [89, 1966, 330, 1982]
navy-dates-cell: ৯। — [62, 1584, 89, 1600]
navy-works-row — [62, 1840, 762, 1867]
police-info-cell: গাজীপুর। — [1062, 1271, 1507, 1287]
navy-works-cell: ৩০,০০০.০০ — [504, 1893, 617, 1920]
police-info-cell: ১২। — [794, 1416, 821, 1431]
etender-title[interactable]: e-Tender Notice — [1138, 499, 1345, 533]
navy-works-row — [62, 1787, 762, 1813]
police-info-cell: পুলিশ সুপার, গাজীপুর। — [1062, 1256, 1507, 1271]
navy-works-row — [62, 1867, 762, 1893]
police-works-table — [793, 1563, 1507, 1663]
navy-works-table — [61, 1733, 762, 1920]
navy-info-cell: ২। — [62, 1193, 89, 1209]
police-info-cell: সংস্থা — [821, 1241, 1062, 1256]
navy-dates-cell: পূর্ত পরিচালক ও প্রধান প্রকৌশলী (নৌ) — [250, 1645, 762, 1661]
navy-info-row — [62, 1193, 762, 1209]
